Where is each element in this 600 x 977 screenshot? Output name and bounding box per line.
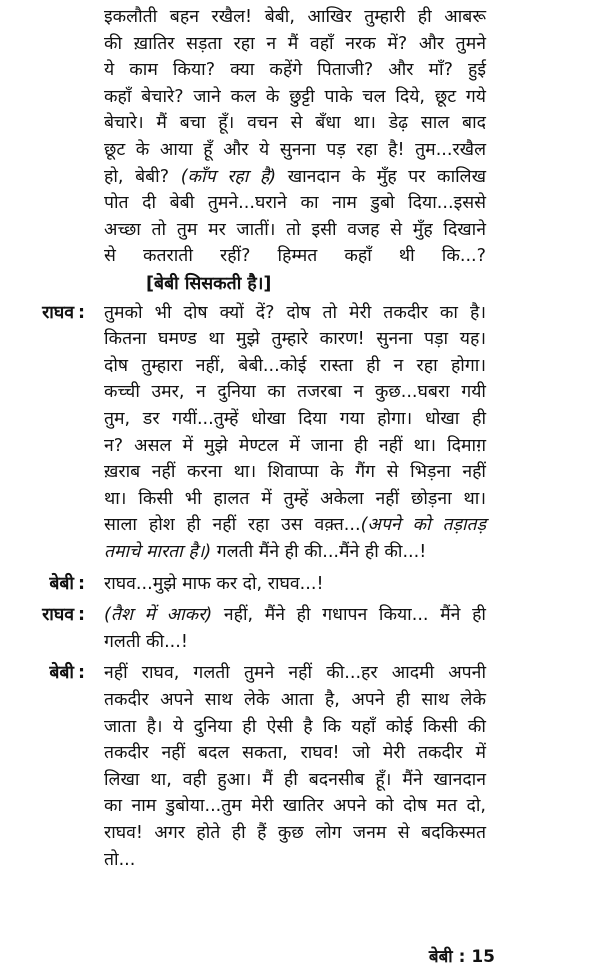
text-line: ये काम किया? क्या कहेंगे पिताजी? और माँ? हुई xyxy=(104,60,486,81)
speaker-colon: : xyxy=(78,573,86,594)
dialogue-line: राघव...मुझे माफ कर दो, राघव...! xyxy=(104,573,324,594)
dialogue-line: का नाम डुबोया...तुम मेरी खातिर अपने को दोष मत दो, xyxy=(104,796,486,817)
text-line xyxy=(104,165,486,190)
speaker-name: बेबी xyxy=(49,663,74,684)
dialogue-line: तकदीर नहीं बदल सकता, राघव! जो मेरी तकदीर में xyxy=(104,743,486,764)
dialogue-line: तुमको भी दोष क्यों दें? दोष तो मेरी तकदीर का है। xyxy=(104,302,486,323)
speaker-name: बेबी xyxy=(49,573,74,594)
dialogue-line: नहीं राघव, गलती तुमने नहीं की...हर आदमी अपनी xyxy=(104,663,486,684)
dialogue-line: गलती की...! xyxy=(104,631,188,652)
dialogue-line: कितना घमण्ड था मुझे तुम्हारे कारण! सुनना पड़ा यह। xyxy=(104,329,486,350)
text-line: छूट के आया हूँ और ये सुनना पड़ रहा है! तुम...रखैल xyxy=(104,140,486,160)
speaker-colon: : xyxy=(78,302,86,323)
speaker-name: राघव xyxy=(42,302,74,323)
speaker-name: राघव xyxy=(42,605,74,626)
dialogue-line: राघव! अगर होते ही हैं कुछ लोग जनम से बदकिस्मत xyxy=(104,823,486,843)
dialogue-line: न? असल में मुझे मेण्टल में जाना ही नहीं था। दिमाग़ xyxy=(104,435,486,456)
text-segment: खानदान के मुँह पर कालिख xyxy=(276,166,487,187)
dialogue-line: जाता है। ये दुनिया ही ऐसी है कि यहाँ कोई किसी की xyxy=(104,716,486,737)
dialogue-line: था। किसी भी हालत में तुम्हें अकेला नहीं छोड़ना था। xyxy=(104,488,486,509)
dialogue-line: कच्ची उमर, न दुनिया का तजरबा न कुछ...घबरा गयी xyxy=(104,382,486,403)
text-line: बेचारे। मैं बचा हूँ। वचन से बँधा था। डेढ़ साल बाद xyxy=(104,113,486,134)
dialogue-line: तो... xyxy=(104,849,136,870)
text-line: पोत दी बेबी तुमने...घराने का नाम डुबो दिया...इससे xyxy=(104,193,486,214)
text-line: से कतराती रहीं? हिम्मत कहाँ थी कि...? xyxy=(104,246,486,267)
speaker-colon: : xyxy=(78,605,86,626)
text-segment: हो, बेबी? xyxy=(104,166,181,187)
text-line: कहाँ बेचारे? जाने कल के छुट्टी पाके चल दिये, छूट गये xyxy=(104,86,486,107)
speaker-colon: : xyxy=(78,663,86,684)
dialogue-line: दोष तुम्हारा नहीं, बेबी...कोई रास्ता ही न रहा होगा। xyxy=(104,355,486,376)
dialogue-line: तकदीर अपने साथ लेके आता है, अपने ही साथ लेके xyxy=(104,690,486,710)
text-line: की ख़ातिर सड़ता रहा न मैं वहाँ नरक में? और तुमने xyxy=(104,33,486,54)
dialogue-line: ख़राब नहीं करना था। शिवाप्पा के गैंग से भिड़ना नहीं xyxy=(104,462,486,483)
text-line: इकलौती बहन रखैल! बेबी, आखिर तुम्हारी ही आबरू xyxy=(104,7,486,27)
stage-direction: [बेबी सिसकती है।] xyxy=(146,274,272,294)
page-footer: बेबी : 15 xyxy=(428,947,495,967)
dialogue-line xyxy=(104,540,486,565)
text-segment: साला होश ही नहीं रहा उस वक़्त... xyxy=(104,515,361,536)
stage-direction-inline: (काँप रहा है) xyxy=(180,166,277,187)
dialogue-line xyxy=(104,603,486,628)
stage-direction-inline: (अपने को तड़ातड़ xyxy=(360,515,486,536)
stage-direction-inline: तमाचे मारता है।) xyxy=(104,542,212,562)
dialogue-line xyxy=(104,513,486,538)
dialogue-line: तुम, डर गयीं...तुम्हें धोखा दिया गया होगा। धोखा ही xyxy=(104,409,486,429)
stage-direction-inline: (तैश में आकर) xyxy=(104,605,213,626)
text-line: अच्छा तो तुम मर जातीं। तो इसी वजह से मुँह दिखाने xyxy=(104,219,486,240)
dialogue-line: लिखा था, वही हुआ। मैं ही बदनसीब हूँ। मैंने खानदान xyxy=(104,769,486,790)
text-segment: गलती मैंने ही की...मैंने ही की...! xyxy=(211,542,427,562)
text-segment: नहीं, मैंने ही गधापन किया... मैंने ही xyxy=(212,605,486,626)
